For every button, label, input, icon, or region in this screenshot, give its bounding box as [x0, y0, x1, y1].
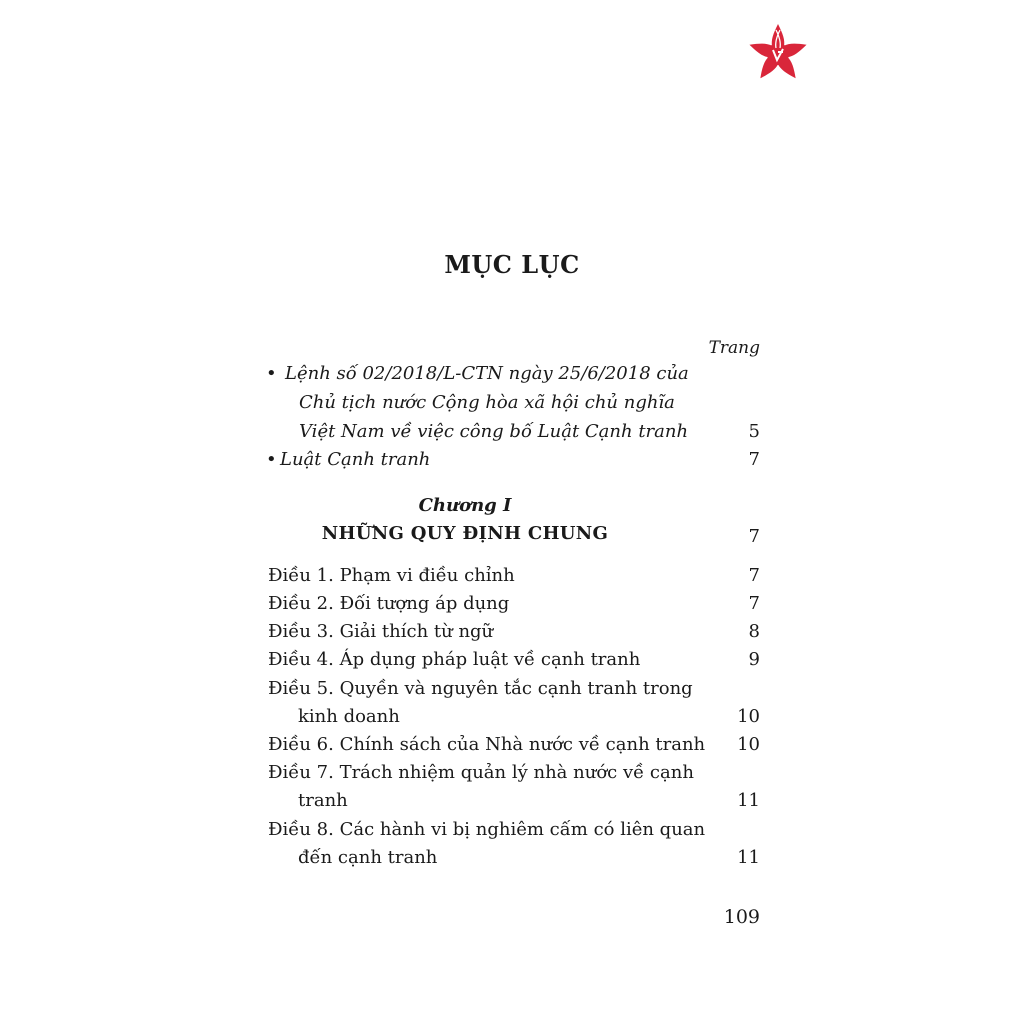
toc-page-number: 7	[748, 593, 760, 614]
toc-article[interactable]: Điều 2. Đối tượng áp dụng	[268, 593, 510, 614]
publisher-star-logo-icon	[746, 22, 810, 86]
toc-page-number: 7	[748, 565, 760, 586]
toc-page-number: 7	[748, 526, 760, 547]
toc-page-number: 11	[737, 790, 760, 811]
toc-article[interactable]: Điều 6. Chính sách của Nhà nước về cạnh tranh	[268, 734, 706, 755]
toc-bullet: •	[266, 449, 277, 470]
toc-page-number: 10	[737, 734, 760, 755]
toc-entry-line[interactable]: Chủ tịch nước Cộng hòa xã hội chủ nghĩa	[299, 392, 675, 413]
toc-page-number: 8	[748, 621, 760, 642]
toc-page-number: 11	[737, 847, 760, 868]
chapter-title[interactable]: NHỮNG QUY ĐỊNH CHUNG	[321, 523, 609, 544]
toc-article[interactable]: Điều 3. Giải thích từ ngữ	[268, 621, 494, 642]
toc-bullet: •	[266, 363, 277, 384]
page-number: 109	[723, 906, 760, 928]
page-title: MỤC LỤC	[444, 250, 580, 279]
toc-entry-line[interactable]: Việt Nam về việc công bố Luật Cạnh tranh	[299, 421, 689, 442]
toc-page-number: 7	[748, 449, 760, 470]
toc-article[interactable]: Điều 1. Phạm vi điều chỉnh	[268, 565, 515, 586]
toc-article[interactable]: Điều 5. Quyền và nguyên tắc cạnh tranh trong	[268, 678, 693, 699]
toc-article[interactable]: Điều 8. Các hành vi bị nghiêm cấm có liên quan	[268, 819, 706, 840]
chapter-number: Chương I	[418, 495, 512, 516]
toc-page-number: 5	[748, 421, 760, 442]
toc-article[interactable]: Điều 7. Trách nhiệm quản lý nhà nước về cạnh	[268, 762, 694, 783]
toc-article-continuation[interactable]: tranh	[298, 790, 348, 811]
toc-article[interactable]: Điều 4. Áp dụng pháp luật về cạnh tranh	[268, 649, 641, 670]
toc-entry-line[interactable]: Luật Cạnh tranh	[280, 449, 431, 470]
toc-page-number: 10	[737, 706, 760, 727]
page-column-header: Trang	[708, 338, 760, 358]
toc-article-continuation[interactable]: kinh doanh	[298, 706, 400, 727]
toc-entry-line[interactable]: Lệnh số 02/2018/L-CTN ngày 25/6/2018 của	[285, 363, 689, 384]
toc-page-number: 9	[748, 649, 760, 670]
toc-article-continuation[interactable]: đến cạnh tranh	[298, 847, 438, 868]
